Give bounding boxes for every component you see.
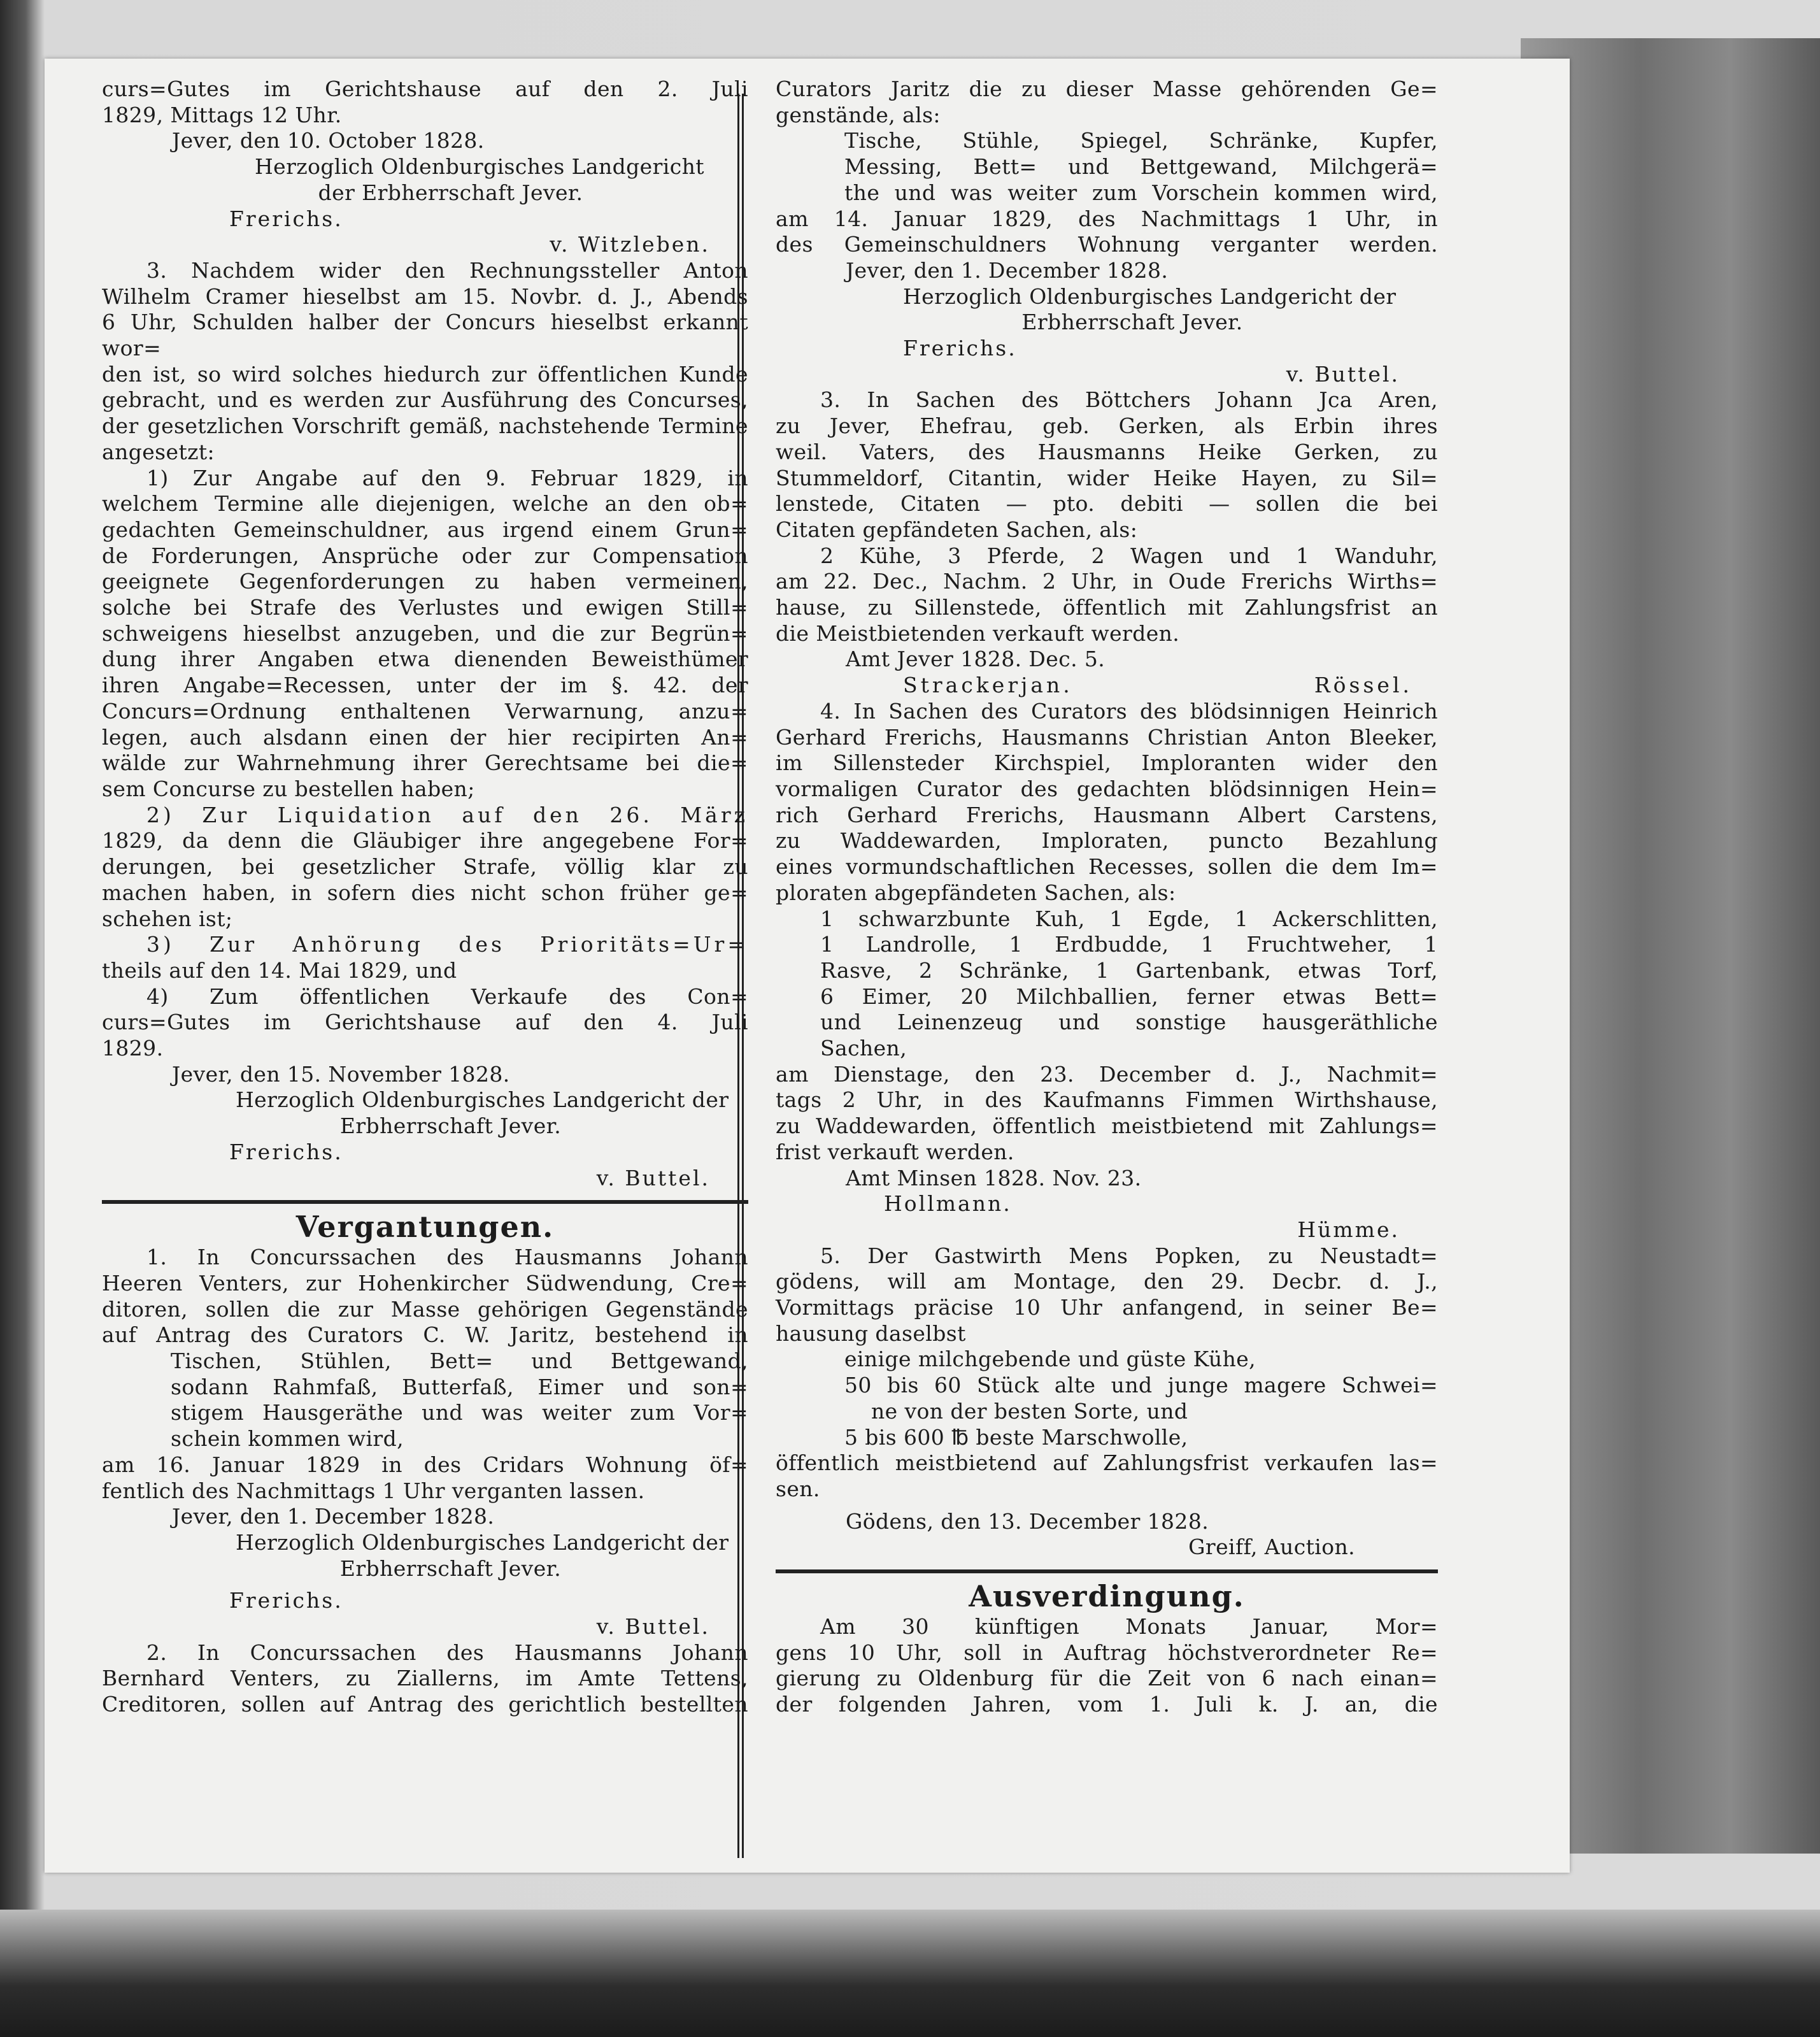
vergantung-1-line: am 16. Januar 1829 in des Cridars Wohnung öf= <box>102 1452 748 1477</box>
vergantung-2-line: 2. In Concurssachen des Hausmanns Johann <box>146 1640 748 1665</box>
notice-5-line: ne von der besten Sorte, und <box>871 1398 1188 1424</box>
vergantung-2-cont-line: the und was weiter zum Vorschein kommen wird, <box>844 180 1438 205</box>
notice-5-line: sen. <box>776 1476 820 1501</box>
notice-3-line: 1829, da denn die Gläubiger ihre angegebene For= <box>102 828 748 854</box>
notice-4-line: im Sillensteder Kirchspiel, Imploranten wider den <box>776 750 1438 776</box>
signature-witzleben: v. Witzleben. <box>550 232 710 257</box>
notice-5-line: hausung daselbst <box>776 1320 966 1346</box>
vergantung-2-cont-line: genstände, als: <box>776 102 941 127</box>
section-heading-vergantungen: Vergantungen. <box>295 1210 555 1245</box>
notice-4-line: Rasve, 2 Schränke, 1 Gartenbank, etwas Torf, <box>820 957 1438 983</box>
signature-frerichs: Frerichs. <box>229 206 343 231</box>
section-divider <box>776 1569 1438 1573</box>
court-line: Herzoglich Oldenburgisches Landgericht <box>255 154 704 180</box>
court-line: Herzoglich Oldenburgisches Landgericht der <box>236 1087 729 1113</box>
notice-3-line: de Forderungen, Ansprüche oder zur Compensation <box>102 543 748 568</box>
signature-roessel: Rössel. <box>1314 673 1412 698</box>
signature-buttel: v. Buttel. <box>596 1614 710 1640</box>
date-line: Jever, den 15. November 1828. <box>172 1061 510 1087</box>
right-column <box>776 76 1438 1718</box>
vergantung-1-line: 1. In Concurssachen des Hausmanns Johann <box>146 1245 748 1270</box>
notice-3-right-line: Stummeldorf, Citantin, wider Heike Hayen, zu Sil= <box>776 465 1438 490</box>
notice-4-line: tags 2 Uhr, in des Kaufmanns Fimmen Wirthshause, <box>776 1087 1438 1113</box>
notice-3-line: Concurs=Ordnung enthaltenen Verwarnung, anzu= <box>102 698 748 724</box>
signature-strackerjan: Strackerjan. <box>903 673 1073 698</box>
notice-4-line: und Leinenzeug und sonstige hausgeräthliche <box>820 1010 1438 1035</box>
notice-3-line: schehen ist; <box>102 906 233 931</box>
notice-4-line: am Dienstage, den 23. December d. J., Nachmit= <box>776 1061 1438 1087</box>
date-line: Amt Jever 1828. Dec. 5. <box>846 647 1106 672</box>
notice-5-line: gödens, will am Montage, den 29. Decbr. d. J., <box>776 1269 1438 1294</box>
notice-3-line: sem Concurse zu bestellen haben; <box>102 776 475 801</box>
signature-huemme: Hümme. <box>1297 1217 1400 1242</box>
notice-4-line: 1 schwarzbunte Kuh, 1 Egde, 1 Ackerschlitten, <box>820 906 1438 931</box>
signature-hollmann: Hollmann. <box>884 1191 1012 1217</box>
notice-3-right-line: die Meistbietenden verkauft werden. <box>776 620 1180 646</box>
vergantung-2-line: Creditoren, sollen auf Antrag des gerichtlich bestellten <box>102 1692 748 1717</box>
notice-3-line: der gesetzlichen Vorschrift gemäß, nachstehende Termine <box>102 413 748 439</box>
vergantung-2-cont-line: am 14. Januar 1829, des Nachmittags 1 Uhr, in <box>776 206 1438 231</box>
notice-5-line: Vormittags präcise 10 Uhr anfangend, in seiner Be= <box>776 1295 1438 1320</box>
notice-4-line: zu Waddewarden, Imploraten, puncto Bezahlung <box>776 828 1438 854</box>
notice-3-line: angesetzt: <box>102 439 215 464</box>
vergantung-1-line: auf Antrag des Curators C. W. Jaritz, bestehend in <box>102 1322 748 1348</box>
left-column <box>102 76 748 1718</box>
notice-4-line: frist verkauft werden. <box>776 1139 1014 1164</box>
vergantung-1-line: Heeren Venters, zur Hohenkircher Südwendung, Cre= <box>102 1270 748 1296</box>
notice-3-right-line: weil. Vaters, des Hausmanns Heike Gerken, zu <box>776 439 1438 464</box>
notice-4-line: rich Gerhard Frerichs, Hausmann Albert Carstens, <box>776 802 1438 827</box>
notice-3-line: legen, auch alsdann einen der hier recipirten An= <box>102 724 748 750</box>
signature-buttel: v. Buttel. <box>1286 361 1400 387</box>
signature-greiff: Greiff, Auction. <box>1188 1534 1355 1560</box>
date-line: Jever, den 1. December 1828. <box>172 1504 495 1529</box>
notice-4-line: 1 Landrolle, 1 Erdbudde, 1 Fruchtweher, 1 <box>820 932 1438 957</box>
vergantung-2-cont-line: Messing, Bett= und Bettgewand, Milchgerä= <box>844 154 1438 180</box>
text-line: curs=Gutes im Gerichtshause auf den 2. Juli <box>102 76 748 101</box>
notice-3-line: Wilhelm Cramer hieselbst am 15. Novbr. d. J., Abends <box>102 283 748 309</box>
court-line: Erbherrschaft Jever. <box>339 1113 562 1139</box>
vergantung-1-line: stigem Hausgeräthe und was weiter zum Vor= <box>171 1400 748 1426</box>
date-line: Jever, den 1. December 1828. <box>846 257 1169 283</box>
court-line: Herzoglich Oldenburgisches Landgericht der <box>236 1529 729 1555</box>
notice-3-line: gedachten Gemeinschuldner, aus irgend einem Grun= <box>102 517 748 542</box>
date-line: Jever, den 10. October 1828. <box>172 128 485 154</box>
notice-3-right-line: am 22. Dec., Nachm. 2 Uhr, in Oude Frerichs Wirths= <box>776 569 1438 594</box>
signature-row <box>776 673 1438 699</box>
notice-5-line: einige milchgebende und güste Kühe, <box>844 1347 1256 1372</box>
notice-3-line: schweigens hieselbst anzugeben, und die zur Begrün= <box>102 620 748 646</box>
notice-4-line: eines vormundschaftlichen Recesses, sollen die dem Im= <box>776 854 1438 880</box>
notice-4-line: 4. In Sachen des Curators des blödsinnigen Heinrich <box>820 698 1438 724</box>
vergantung-1-line: sodann Rahmfaß, Butterfaß, Eimer und son= <box>171 1374 748 1399</box>
notice-4-line: zu Waddewarden, öffentlich meistbietend mit Zahlungs= <box>776 1113 1438 1139</box>
notice-3-line: den ist, so wird solches hiedurch zur öffentlichen Kunde <box>102 361 748 387</box>
vergantung-1-line: fentlich des Nachmittags 1 Uhr verganten lassen. <box>102 1478 645 1503</box>
court-line: Herzoglich Oldenburgisches Landgericht der <box>903 283 1397 309</box>
signature-frerichs: Frerichs. <box>903 336 1017 361</box>
notice-3-line: geeignete Gegenforderungen zu haben vermeinen, <box>102 569 748 594</box>
ausverdingung-line: gierung zu Oldenburg für die Zeit von 6 nach einan= <box>776 1666 1438 1691</box>
notice-3-line: 3. Nachdem wider den Rechnungssteller Anton <box>146 257 748 283</box>
date-line: Gödens, den 13. December 1828. <box>846 1508 1209 1534</box>
vergantung-1-line: ditoren, sollen die zur Masse gehörigen Gegenstände <box>102 1296 748 1322</box>
court-line: der Erbherrschaft Jever. <box>318 180 583 205</box>
notice-3-right-line: lenstede, Citaten — pto. debiti — sollen die bei <box>776 491 1438 517</box>
notice-3-line: derungen, bei gesetzlicher Strafe, völlig klar zu <box>102 854 748 880</box>
notice-5-line: öffentlich meistbietend auf Zahlungsfrist verkaufen las= <box>776 1450 1438 1476</box>
notice-3-line: dung ihrer Angaben etwa dienenden Beweisthümer <box>102 647 748 672</box>
notice-4-line: vormaligen Curator des gedachten blödsinnigen Hein= <box>776 776 1438 801</box>
court-line: Erbherrschaft Jever. <box>339 1555 562 1581</box>
signature-buttel: v. Buttel. <box>596 1165 710 1190</box>
notice-3-line: 4) Zum öffentlichen Verkaufe des Con= <box>146 983 748 1009</box>
notice-4-line: ploraten abgepfändeten Sachen, als: <box>776 880 1176 905</box>
notice-3-line: gebracht, und es werden zur Ausführung des Concurses, <box>102 387 748 413</box>
newspaper-page <box>45 59 1570 1873</box>
court-line: Erbherrschaft Jever. <box>1021 310 1243 335</box>
signature-frerichs: Frerichs. <box>229 1588 343 1613</box>
notice-3-line: ihren Angabe=Recessen, unter der im §. 42. der <box>102 673 748 698</box>
section-divider <box>102 1200 748 1204</box>
notice-3-line: 6 Uhr, Schulden halber der Concurs hieselbst erkannt wor= <box>102 310 748 361</box>
notice-3-line: 3) Zur Anhörung des Prioritäts=Ur= <box>146 932 748 957</box>
section-heading-ausverdingung: Ausverdingung. <box>969 1579 1245 1614</box>
vergantung-2-cont-line: Tische, Stühle, Spiegel, Schränke, Kupfer, <box>844 128 1438 154</box>
vergantung-2-cont-line: Curators Jaritz die zu dieser Masse gehörenden Ge= <box>776 76 1438 101</box>
notice-3-line: 2) Zur Liquidation auf den 26. März <box>146 802 748 827</box>
notice-4-line: Gerhard Frerichs, Hausmanns Christian Anton Bleeker, <box>776 724 1438 750</box>
notice-3-right-line: Citaten gepfändeten Sachen, als: <box>776 517 1138 542</box>
vergantung-1-line: schein kommen wird, <box>171 1426 404 1452</box>
ausverdingung-line: gens 10 Uhr, soll in Auftrag höchstverordneter Re= <box>776 1640 1438 1665</box>
notice-3-line: wälde zur Wahrnehmung ihrer Gerechtsame bei die= <box>102 750 748 776</box>
text-line: 1829, Mittags 12 Uhr. <box>102 102 342 127</box>
date-line: Amt Minsen 1828. Nov. 23. <box>846 1165 1142 1190</box>
notice-3-right-line: 2 Kühe, 3 Pferde, 2 Wagen und 1 Wanduhr, <box>820 543 1438 568</box>
notice-3-line: theils auf den 14. Mai 1829, und <box>102 957 457 983</box>
vergantung-1-line: Tischen, Stühlen, Bett= und Bettgewand, <box>171 1348 748 1374</box>
vergantung-2-cont-line: des Gemeinschuldners Wohnung verganter werden. <box>776 232 1438 257</box>
signature-frerichs: Frerichs. <box>229 1139 343 1164</box>
notice-3-line: solche bei Strafe des Verlustes und ewigen Still= <box>102 595 748 620</box>
notice-5-line: 5. Der Gastwirth Mens Popken, zu Neustadt= <box>820 1243 1438 1268</box>
notice-5-line: 5 bis 600 ℔ beste Marschwolle, <box>844 1424 1188 1450</box>
notice-3-line: welchem Termine alle diejenigen, welche an den ob= <box>102 491 748 517</box>
notice-3-right-line: 3. In Sachen des Böttchers Johann Jca Aren, <box>820 387 1438 413</box>
notice-3-line: 1) Zur Angabe auf den 9. Februar 1829, in <box>146 465 748 490</box>
notice-3-line: 1829. <box>102 1036 164 1061</box>
notice-3-right-line: hause, zu Sillenstede, öffentlich mit Zahlungsfrist an <box>776 595 1438 620</box>
notice-5-line: 50 bis 60 Stück alte und junge magere Schwei= <box>844 1373 1438 1398</box>
notice-4-line: 6 Eimer, 20 Milchballien, ferner etwas Bett= <box>820 983 1438 1009</box>
notice-3-line: machen haben, in sofern dies nicht schon früher ge= <box>102 880 748 905</box>
ausverdingung-line: Am 30 künftigen Monats Januar, Mor= <box>820 1614 1438 1640</box>
scan-bottom-border <box>0 1910 1820 2037</box>
notice-4-line: Sachen, <box>820 1036 907 1061</box>
notice-3-right-line: zu Jever, Ehefrau, geb. Gerken, als Erbin ihres <box>776 413 1438 439</box>
vergantung-2-line: Bernhard Venters, zu Ziallerns, im Amte Tettens, <box>102 1666 748 1691</box>
ausverdingung-line: der folgenden Jahren, vom 1. Juli k. J. an, die <box>776 1692 1438 1717</box>
notice-3-line: curs=Gutes im Gerichtshause auf den 4. Juli <box>102 1010 748 1035</box>
